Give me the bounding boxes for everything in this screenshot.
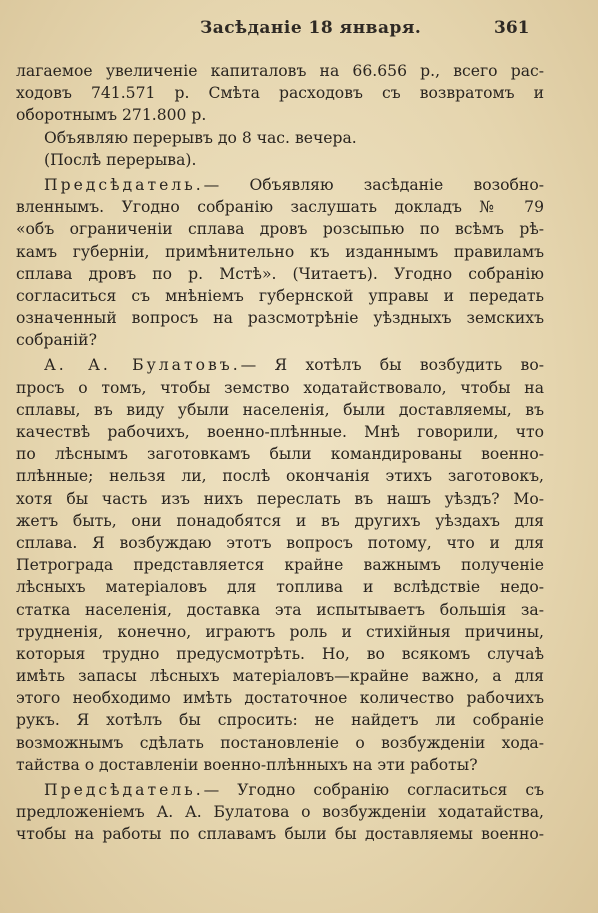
text-line: собраній? <box>16 331 97 350</box>
text-line: камъ губерніи, примѣнительно къ изданнымъ правиламъ <box>16 242 544 261</box>
text-line: лагаемое увеличеніе капиталовъ на 66.656 р., всего рас- <box>16 62 544 80</box>
text-line: сплавы, въ виду убыли населенія, были доставляемы, въ <box>16 400 544 419</box>
text-line: которыя трудно предусмотрѣть. Но, во всякомъ случаѣ <box>16 644 544 663</box>
speaker-line <box>16 354 544 376</box>
speech-text: — Объявляю засѣданіе возобно- <box>203 175 544 194</box>
text-line: Объявляю перерывъ до 8 час. вечера. <box>44 128 357 147</box>
speaker-line <box>16 779 544 801</box>
text-line: чтобы на работы по сплавамъ были бы доставляемы военно- <box>16 825 544 844</box>
text-line: плѣнные; нельзя ли, послѣ окончанія этихъ заготовокъ, <box>16 467 544 486</box>
page-number: 361 <box>494 18 530 38</box>
text-line: возможнымъ сдѣлать постановленіе о возбужденіи хода- <box>16 733 544 752</box>
speech-text: — Я хотѣлъ бы возбудить во- <box>240 356 544 375</box>
text-line: качествѣ рабочихъ, военно-плѣнные. Мнѣ говорили, что <box>16 423 544 441</box>
text-line: оборотнымъ 271.800 р. <box>16 106 207 125</box>
text-line: «объ ограниченіи сплава дровъ розсыпью по всѣмъ рѣ- <box>16 220 544 239</box>
text-line: лѣсныхъ матеріаловъ для топлива и вслѣдствіе недо- <box>16 578 544 597</box>
text-line: тайства о доставленіи военно-плѣнныхъ на эти работы? <box>16 755 478 774</box>
text-line: имѣть запасы лѣсныхъ матеріаловъ—крайне важно, а для <box>16 667 544 686</box>
speaker-name: Предсѣдатель. <box>44 781 204 799</box>
text-line: трудненія, конечно, играютъ роль и стихійныя причины, <box>16 622 544 641</box>
text-line: предложеніемъ А. А. Булатова о возбужденіи ходатайства, <box>16 803 544 822</box>
text-line: вленнымъ. Угодно собранію заслушать докладъ № 79 <box>16 198 544 217</box>
text-line: сплава дровъ по р. Мстѣ». (Читаетъ). Угодно собранію <box>16 264 544 283</box>
text-line: Петрограда представляется крайне важнымъ полученіе <box>16 556 544 575</box>
text-line: по лѣснымъ заготовкамъ были командированы военно- <box>16 445 544 464</box>
text-line: ходовъ 741.571 р. Смѣта расходовъ съ возвратомъ и <box>16 84 544 103</box>
text-line: означенный вопросъ на разсмотрѣніе уѣздныхъ земскихъ <box>16 309 544 328</box>
text-line: статка населенія, доставка эта испытываетъ большія за- <box>16 600 544 619</box>
text-line: хотя бы часть изъ нихъ переслать въ нашъ уѣздъ? Мо- <box>16 489 544 508</box>
running-head <box>0 10 598 50</box>
text-line: просъ о томъ, чтобы земство ходатайствовало, чтобы на <box>16 378 544 397</box>
speaker-name: А. А. Булатовъ. <box>44 356 241 375</box>
speech-text: — Угодно собранію согласиться съ <box>203 781 544 799</box>
text-line: согласиться съ мнѣніемъ губернской управы и передать <box>16 286 544 305</box>
speaker-line <box>16 174 544 196</box>
text-line: жетъ быть, они понадобятся и въ другихъ уѣздахъ для <box>16 511 544 530</box>
text-line: (Послѣ перерыва). <box>44 150 197 169</box>
text-line: сплава. Я возбуждаю этотъ вопросъ потому, что и для <box>16 533 544 552</box>
text-line: рукъ. Я хотѣлъ бы спросить: не найдетъ ли собраніе <box>16 711 544 730</box>
body-text <box>16 60 544 846</box>
text-line: этого необходимо имѣть достаточное количество рабочихъ <box>16 689 544 708</box>
running-title: Засѣданіе 18 января. <box>200 18 422 38</box>
speaker-name: Предсѣдатель. <box>44 175 204 194</box>
